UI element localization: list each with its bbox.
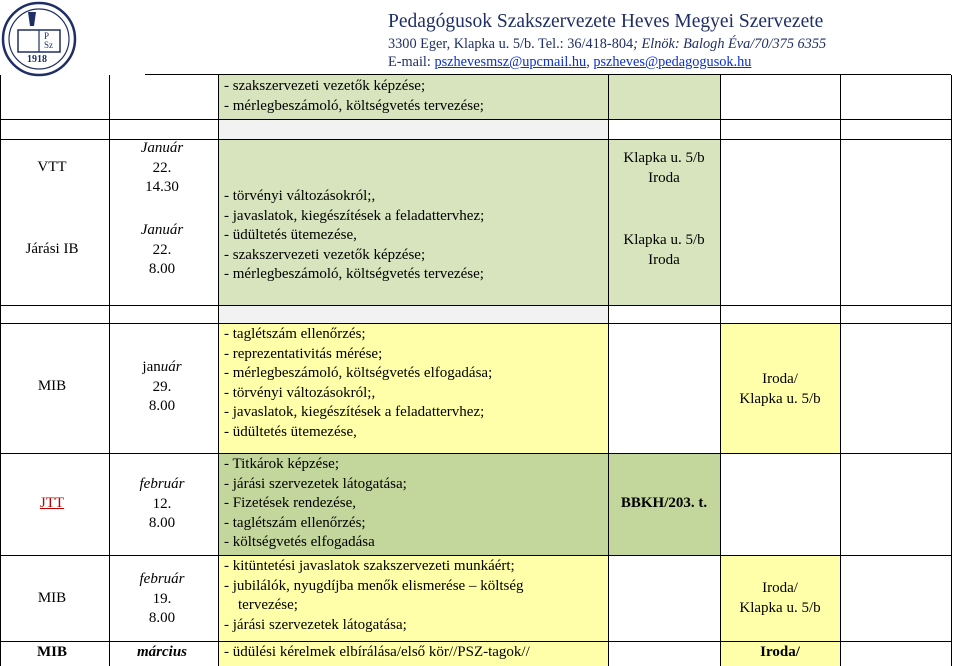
grid-hline — [0, 323, 952, 324]
jtt-agenda-text — [224, 455, 407, 553]
grid-hline — [0, 453, 952, 454]
row-jarasi-ib-org: Járási IB — [25, 241, 79, 257]
agenda-line: - javaslatok, kiegészítések a feladattervhez; — [224, 207, 485, 224]
mib2-agenda-text — [224, 557, 524, 635]
top-agenda-text — [224, 77, 484, 116]
agenda-line: - taglétszám ellenőrzés; — [224, 514, 366, 531]
date-day: 22. — [152, 241, 172, 258]
row-mib1-place — [720, 370, 840, 409]
header-president: ; Elnök: Balogh Éva/70/375 6355 — [633, 36, 827, 52]
row-mib1-org: MIB — [37, 378, 67, 394]
place-line: Klapka u. 5/b — [623, 232, 705, 248]
organization-logo — [0, 0, 78, 78]
date-month-part: jan — [142, 359, 161, 375]
row-jtt-date — [110, 475, 214, 534]
place-line: Klapka u. 5/b — [623, 150, 705, 166]
agenda-line: - kitüntetési javaslatok szakszervezeti munkáért; — [224, 558, 515, 574]
email-separator: , — [586, 54, 594, 70]
grid-hline — [0, 119, 952, 120]
agenda-line: - járási szervezetek látogatása; — [224, 475, 407, 492]
top-agenda-line: - mérlegbeszámoló, költségvetés tervezése; — [224, 97, 484, 114]
row-vtt-org: VTT — [37, 159, 67, 175]
place-line: Iroda/ — [762, 371, 798, 387]
row-jarasi-ib-place — [608, 231, 720, 270]
date-month — [110, 358, 214, 378]
grid-vline — [109, 75, 110, 666]
date-day: 19. — [152, 590, 172, 607]
grid-hline — [0, 305, 952, 306]
place-line: Iroda — [648, 169, 680, 186]
agenda-line: - reprezentativitás mérése; — [224, 345, 383, 362]
row-mib2-place — [720, 579, 840, 618]
grid-hline — [0, 641, 952, 642]
date-month: Január — [140, 222, 184, 238]
agenda-line: - mérlegbeszámoló, költségvetés elfogadása; — [224, 365, 493, 381]
row-jtt-org-link[interactable]: JTT — [39, 495, 65, 511]
grid-vline — [840, 75, 841, 666]
date-month: Január — [140, 140, 184, 156]
agenda-line: - Fizetések rendezése, — [224, 495, 357, 511]
agenda-line: - üdültetés ütemezése, — [224, 423, 357, 440]
logo-year: 1918 — [27, 54, 47, 65]
agenda-line: tervezése; — [238, 597, 298, 613]
row-mib1-date — [110, 358, 214, 417]
grid-vline — [0, 75, 1, 666]
agenda-line: - szakszervezeti vezetők képzése; — [224, 246, 426, 263]
agenda-line: - jubilálók, nyugdíjba menők elismerése – költség — [224, 577, 524, 594]
date-day: 22. — [152, 159, 172, 176]
place-line: Iroda — [648, 251, 680, 268]
place-line: Klapka u. 5/b — [739, 390, 821, 407]
date-month-part: uár — [160, 359, 182, 375]
row-mib3-date: március — [136, 644, 187, 660]
top-agenda-line: - szakszervezeti vezetők képzése; — [224, 78, 426, 94]
block1-agenda-text — [224, 187, 484, 285]
date-time: 14.30 — [145, 179, 179, 195]
date-day: 12. — [152, 495, 172, 512]
row-jarasi-ib-date — [110, 221, 214, 280]
row-mib3-org: MIB — [37, 644, 67, 660]
grid-vline — [720, 75, 721, 666]
grid-hline — [0, 139, 952, 140]
row-mib2-date — [110, 570, 214, 629]
grid-vline — [608, 75, 609, 666]
mib3-agenda-text: - üdülési kérelmek elbírálása/első kör//PSZ-tagok// — [224, 644, 530, 660]
date-time: 8.00 — [148, 261, 176, 277]
header-title: Pedagógusok Szakszervezete Heves Megyei Szervezete — [388, 11, 824, 32]
row-vtt-date — [110, 139, 214, 198]
block1-separator-row — [218, 119, 608, 139]
row-mib2-org: MIB — [37, 590, 67, 606]
block2-separator-row — [218, 305, 608, 323]
agenda-line: - üdültetés ütemezése, — [224, 227, 357, 243]
agenda-line: - költségvetés elfogadása — [224, 534, 375, 550]
date-time: 8.00 — [148, 610, 176, 626]
row-vtt-place — [608, 149, 720, 188]
date-day: 29. — [152, 378, 172, 395]
date-month: február — [139, 571, 185, 587]
agenda-line: - javaslatok, kiegészítések a feladattervhez; — [224, 404, 485, 420]
email-link-1[interactable]: pszhevesmsz@upcmail.hu — [434, 54, 587, 70]
logo-letters: P Sz — [44, 31, 53, 50]
email-link-2[interactable]: pszheves@pedagogusok.hu — [593, 54, 752, 70]
place-line: Iroda/ — [762, 580, 798, 596]
date-time: 8.00 — [148, 515, 176, 531]
agenda-line: - törvényi változásokról;, — [224, 188, 376, 204]
email-label: E-mail: — [388, 54, 435, 70]
header-address — [388, 36, 826, 53]
header-email — [388, 54, 751, 71]
header-address-text: 3300 Eger, Klapka u. 5/b. Tel.: 36/418-804 — [388, 36, 634, 52]
place-line: Klapka u. 5/b — [739, 599, 821, 616]
agenda-line: - járási szervezetek látogatása; — [224, 616, 407, 633]
grid-vline — [218, 75, 219, 666]
top-extra-cell — [608, 75, 720, 119]
row-mib3-place: Iroda/ — [760, 644, 800, 660]
date-month: február — [139, 476, 185, 492]
agenda-line: - Titkárok képzése; — [224, 456, 339, 472]
agenda-line: - mérlegbeszámoló, költségvetés tervezése; — [224, 266, 484, 282]
grid-hline — [0, 555, 952, 556]
agenda-line: - taglétszám ellenőrzés; — [224, 326, 366, 342]
mib1-agenda-text — [224, 325, 492, 442]
row-jtt-place: BBKH/203. t. — [620, 495, 708, 511]
grid-vline — [951, 75, 952, 666]
agenda-line: - törvényi változásokról;, — [224, 384, 376, 401]
date-time: 8.00 — [148, 398, 176, 414]
